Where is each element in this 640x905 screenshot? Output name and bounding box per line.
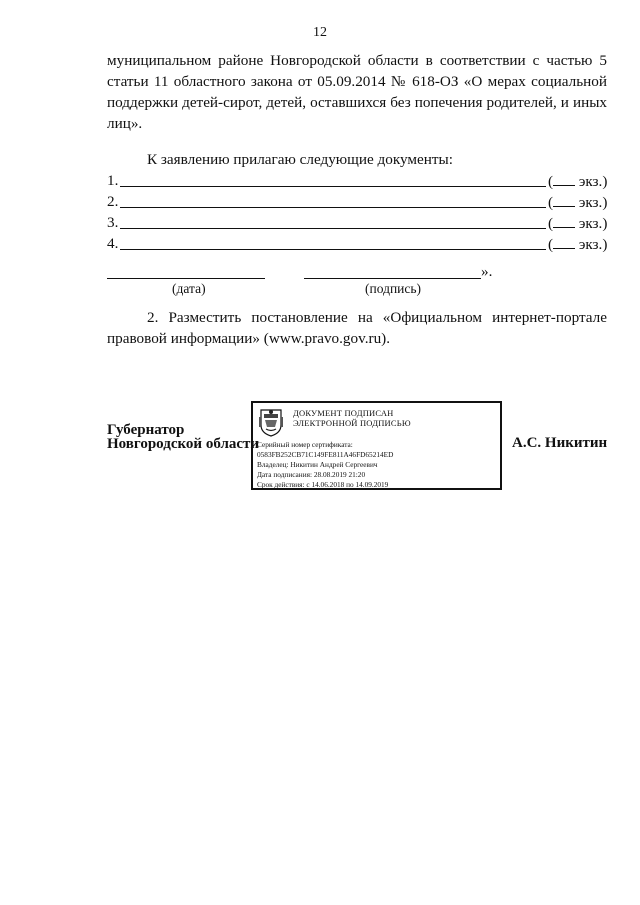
governor-title-line1: Губернатор — [107, 422, 185, 438]
coat-of-arms-icon — [258, 407, 284, 437]
attachment-row — [107, 235, 608, 255]
attachment-blank-line — [120, 186, 546, 187]
attachment-number: 2. — [107, 193, 119, 210]
signature-blank-line — [304, 278, 481, 279]
e-signature-stamp — [251, 401, 502, 490]
attachment-number: 3. — [107, 214, 119, 231]
governor-title-line2: Новгородской области — [107, 436, 260, 452]
attachment-copies: ( экз.) — [548, 215, 608, 232]
attachment-row — [107, 193, 608, 213]
e-signature-heading — [293, 408, 411, 428]
certificate-validity: Срок действия: с 14.06.2018 по 14.09.2019 — [257, 480, 389, 489]
signing-date: Дата подписания: 28.08.2019 21:20 — [257, 470, 366, 479]
paragraph-1-line: лиц». — [107, 115, 143, 132]
e-signature-heading-line1: ДОКУМЕНТ ПОДПИСАН — [293, 408, 394, 418]
attachment-copies: ( экз.) — [548, 194, 608, 211]
certificate-owner: Владелец: Никитин Андрей Сергеевич — [257, 460, 378, 469]
attachment-copies: ( экз.) — [548, 236, 608, 253]
date-blank-line — [107, 278, 265, 279]
closing-quote: ». — [481, 263, 493, 280]
attachments-intro: К заявлению прилагаю следующие документы: — [147, 151, 453, 168]
certificate-serial-label: Серийный номер сертификата: — [257, 440, 353, 449]
attachment-copies: ( экз.) — [548, 173, 608, 190]
paragraph-1-line: статьи 11 областного закона от 05.09.2014 № 618-ОЗ «О мерах социальной — [107, 73, 607, 90]
date-caption: (дата) — [172, 281, 206, 296]
paragraph-2-line: 2. Разместить постановление на «Официальном интернет-портале — [147, 309, 607, 326]
attachment-row — [107, 172, 608, 192]
attachment-blank-line — [120, 249, 546, 250]
signature-caption: (подпись) — [365, 281, 422, 296]
governor-name: А.С. Никитин — [512, 435, 608, 451]
paragraph-1-line: муниципальном районе Новгородской области в соответствии с частью 5 — [107, 52, 607, 69]
attachment-blank-line — [120, 207, 546, 208]
attachment-row — [107, 214, 608, 234]
paragraph-2-line: правовой информации» (www.pravo.gov.ru). — [107, 330, 391, 347]
e-signature-heading-line2: ЭЛЕКТРОННОЙ ПОДПИСЬЮ — [293, 418, 411, 428]
attachment-number: 1. — [107, 172, 119, 189]
certificate-serial-value: 0583FB252CB71C149FE811A46FD65214ED — [257, 450, 394, 459]
attachment-number: 4. — [107, 235, 119, 252]
attachment-blank-line — [120, 228, 546, 229]
page-number: 12 — [313, 25, 327, 40]
paragraph-1-line: поддержки детей-сирот, детей, оставшихся без попечения родителей, и иных — [107, 94, 607, 111]
